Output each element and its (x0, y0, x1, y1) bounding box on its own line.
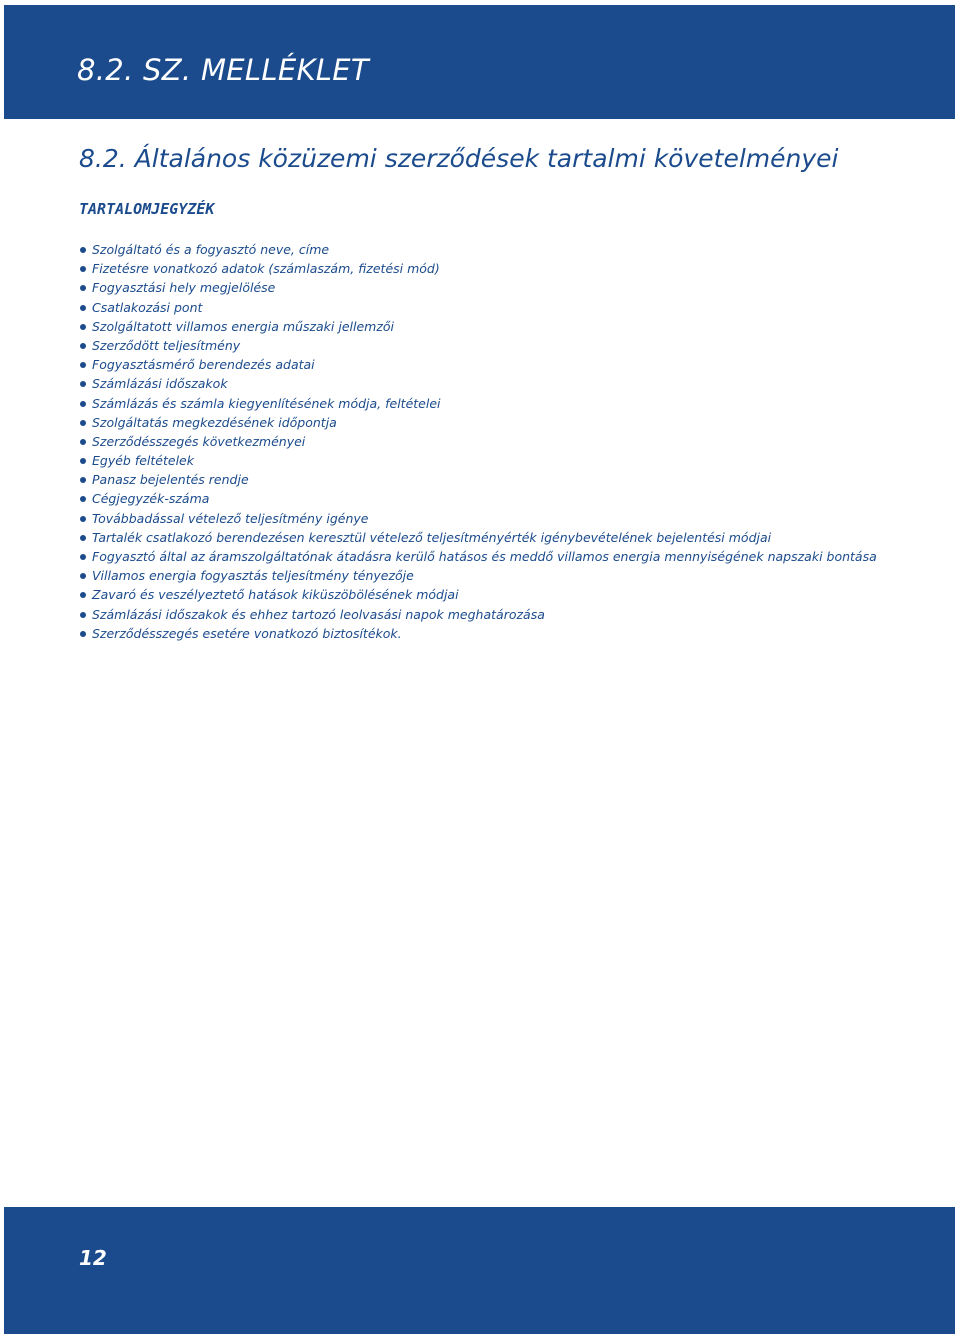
list-item (79, 547, 919, 566)
bullet-icon (80, 401, 86, 407)
list-item-text: Cégjegyzék-száma (92, 491, 210, 507)
list-item-text: Számlázási időszakok (92, 376, 228, 392)
bullet-icon (80, 535, 86, 541)
list-item-text: Fogyasztó által az áramszolgáltatónak átadásra kerülő hatásos és meddő villamos energia mennyiségének napszaki bontása (92, 549, 877, 564)
list-item-text: Szerződésszegés esetére vonatkozó biztosítékok. (92, 625, 402, 641)
list-item-text: Panasz bejelentés rendje (92, 472, 249, 488)
page-number: 12 (79, 1246, 107, 1270)
list-item-text: Szerződésszegés következményei (92, 433, 306, 449)
list-item (79, 336, 919, 355)
bullet-icon (80, 247, 86, 253)
bullet-icon (80, 592, 86, 598)
bullet-icon (80, 420, 86, 426)
list-item (79, 298, 919, 317)
list-item-text: Továbbadással vételező teljesítmény igénye (92, 510, 369, 526)
bullet-icon (80, 516, 86, 522)
list-item-text: Villamos energia fogyasztás teljesítmény tényezője (92, 568, 414, 584)
list-item-text: Számlázás és számla kiegyenlítésének módja, feltételei (92, 395, 441, 411)
list-item-text: Zavaró és veszélyeztető hatások kiküszöbölésének módjai (92, 587, 459, 603)
bullet-icon (80, 266, 86, 272)
bullet-icon (80, 458, 86, 464)
list-item (79, 470, 919, 489)
list-item (79, 394, 919, 413)
bullet-icon (80, 343, 86, 349)
list-item (79, 259, 919, 278)
list-item (79, 566, 919, 585)
bullet-icon (80, 612, 86, 618)
list-item (79, 605, 919, 624)
list-item-text: Szolgáltatás megkezdésének időpontja (92, 414, 337, 430)
bullet-icon (80, 285, 86, 291)
list-item-text: Szerződött teljesítmény (92, 337, 241, 353)
list-item (79, 278, 919, 297)
bullet-icon (80, 631, 86, 637)
bullet-icon (80, 381, 86, 387)
list-item (79, 509, 919, 528)
list-item-text: Szolgáltató és a fogyasztó neve, címe (92, 242, 330, 257)
bullet-icon (80, 477, 86, 483)
list-item-text: Fogyasztási hely megjelölése (92, 280, 276, 296)
footer-band (4, 1207, 955, 1334)
toc-list (79, 240, 919, 643)
bullet-icon (80, 573, 86, 579)
list-item (79, 528, 919, 547)
bullet-icon (80, 324, 86, 330)
list-item-text: Számlázási időszakok és ehhez tartozó leolvasási napok meghatározása (92, 606, 545, 622)
list-item-text: Tartalék csatlakozó berendezésen keresztül vételező teljesítményérték igénybevételének bejelentési módjai (92, 529, 772, 545)
list-item-text: Fogyasztásmérő berendezés adatai (92, 357, 315, 373)
list-item-text: Csatlakozási pont (92, 299, 203, 315)
list-item-text: Szolgáltatott villamos energia műszaki jellemzői (92, 318, 395, 334)
list-item (79, 355, 919, 374)
bullet-icon (80, 362, 86, 368)
page-title: 8.2. Általános közüzemi szerződések tartalmi követelményei (79, 144, 839, 173)
list-item (79, 432, 919, 451)
list-item (79, 413, 919, 432)
list-item (79, 624, 919, 643)
list-item (79, 451, 919, 470)
list-item (79, 489, 919, 508)
bullet-icon (80, 439, 86, 445)
list-item-text: Fizetésre vonatkozó adatok (számlaszám, fizetési mód) (92, 261, 440, 277)
list-item (79, 317, 919, 336)
band-title: 8.2. SZ. MELLÉKLET (77, 53, 369, 87)
list-item (79, 585, 919, 604)
bullet-icon (80, 496, 86, 502)
section-heading: TARTALOMJEGYZÉK (79, 200, 215, 218)
list-item (79, 240, 919, 259)
list-item-text: Egyéb feltételek (92, 453, 194, 469)
list-item (79, 374, 919, 393)
bullet-icon (80, 305, 86, 311)
bullet-icon (80, 554, 86, 560)
